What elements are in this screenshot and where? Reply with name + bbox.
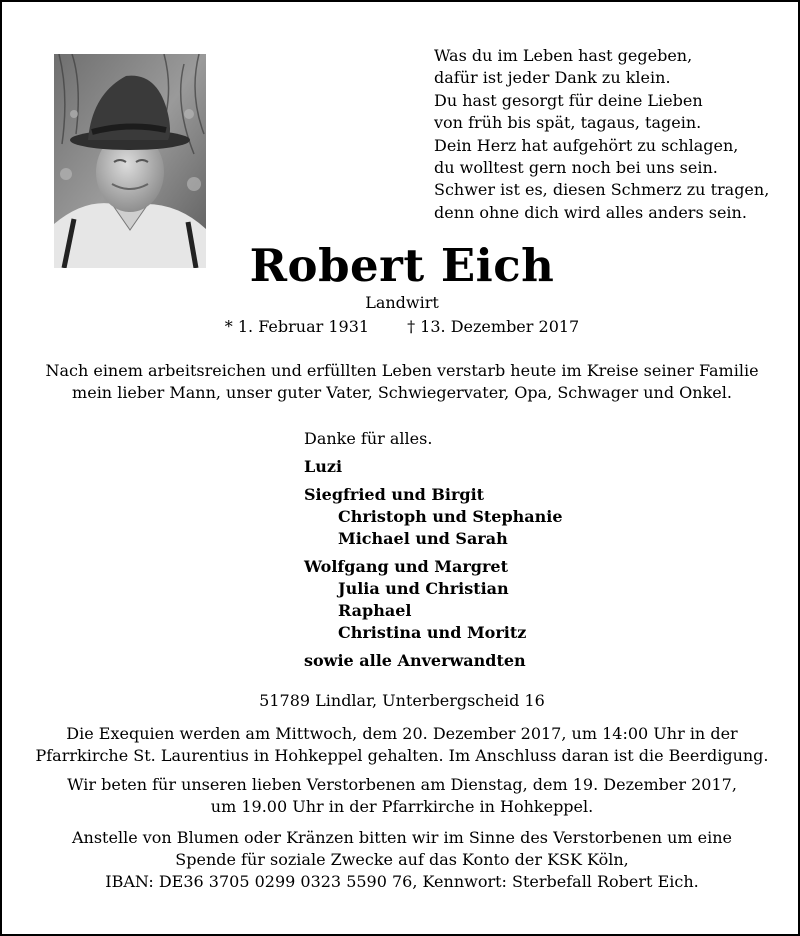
exequies-line: Die Exequien werden am Mittwoch, dem 20. Dezember 2017, um 14:00 Uhr in der bbox=[66, 724, 738, 743]
death-date: † 13. Dezember 2017 bbox=[407, 317, 580, 336]
deceased-name: Robert Eich bbox=[249, 239, 555, 292]
address: 51789 Lindlar, Unterbergscheid 16 bbox=[259, 691, 545, 710]
prayer-text bbox=[22, 774, 782, 818]
prayer-line: Wir beten für unseren lieben Verstorbenen am Dienstag, dem 19. Dezember 2017, bbox=[67, 775, 737, 794]
poem-line: Was du im Leben hast gegeben, bbox=[434, 46, 693, 65]
grandchild-name: Michael und Sarah bbox=[338, 529, 508, 548]
portrait-photo bbox=[54, 54, 206, 268]
exequies-line: Pfarrkirche St. Laurentius in Hohkeppel gehalten. Im Anschluss daran ist die Beerdigung. bbox=[35, 746, 769, 765]
poem-line: dafür ist jeder Dank zu klein. bbox=[434, 68, 671, 88]
prayer-line: um 19.00 Uhr in der Pfarrkirche in Hohkeppel. bbox=[210, 797, 594, 816]
grandchild-name: Julia und Christian bbox=[338, 579, 509, 598]
donation-text bbox=[22, 827, 782, 893]
poem-line: denn ohne dich wird alles anders sein. bbox=[434, 202, 747, 222]
intro-text bbox=[42, 360, 762, 404]
thanks-text: Danke für alles. bbox=[304, 429, 433, 448]
poem bbox=[434, 45, 784, 224]
poem-line: du wolltest gern noch bei uns sein. bbox=[434, 158, 718, 178]
donation-line: IBAN: DE36 3705 0299 0323 5590 76, Kennwort: Sterbefall Robert Eich. bbox=[105, 872, 699, 891]
life-dates bbox=[2, 317, 800, 337]
spouse-name: Luzi bbox=[304, 457, 343, 476]
poem-line: Dein Herz hat aufgehört zu schlagen, bbox=[434, 135, 739, 155]
birth-date: * 1. Februar 1931 bbox=[224, 317, 370, 336]
child-family-name: Wolfgang und Margret bbox=[304, 557, 508, 576]
grandchild-name: Christina und Moritz bbox=[338, 623, 527, 642]
exequies-text bbox=[22, 723, 782, 767]
grandchild-name: Christoph und Stephanie bbox=[338, 507, 563, 526]
poem-line: Schwer ist es, diesen Schmerz zu tragen, bbox=[434, 180, 770, 200]
relatives-text: sowie alle Anverwandten bbox=[304, 651, 526, 670]
family-list bbox=[304, 428, 604, 672]
child-family-name: Siegfried und Birgit bbox=[304, 485, 485, 504]
poem-line: Du hast gesorgt für deine Lieben bbox=[434, 90, 703, 110]
donation-line: Anstelle von Blumen oder Kränzen bitten wir im Sinne des Verstorbenen um eine bbox=[71, 828, 732, 847]
donation-line: Spende für soziale Zwecke auf das Konto der KSK Köln, bbox=[175, 850, 629, 869]
grandchild-name: Raphael bbox=[338, 601, 412, 620]
intro-line: Nach einem arbeitsreichen und erfüllten Leben verstarb heute im Kreise seiner Familie bbox=[45, 361, 759, 380]
poem-line: von früh bis spät, tagaus, tagein. bbox=[434, 113, 702, 133]
occupation: Landwirt bbox=[365, 293, 439, 312]
intro-line: mein lieber Mann, unser guter Vater, Schwiegervater, Opa, Schwager und Onkel. bbox=[72, 383, 732, 402]
